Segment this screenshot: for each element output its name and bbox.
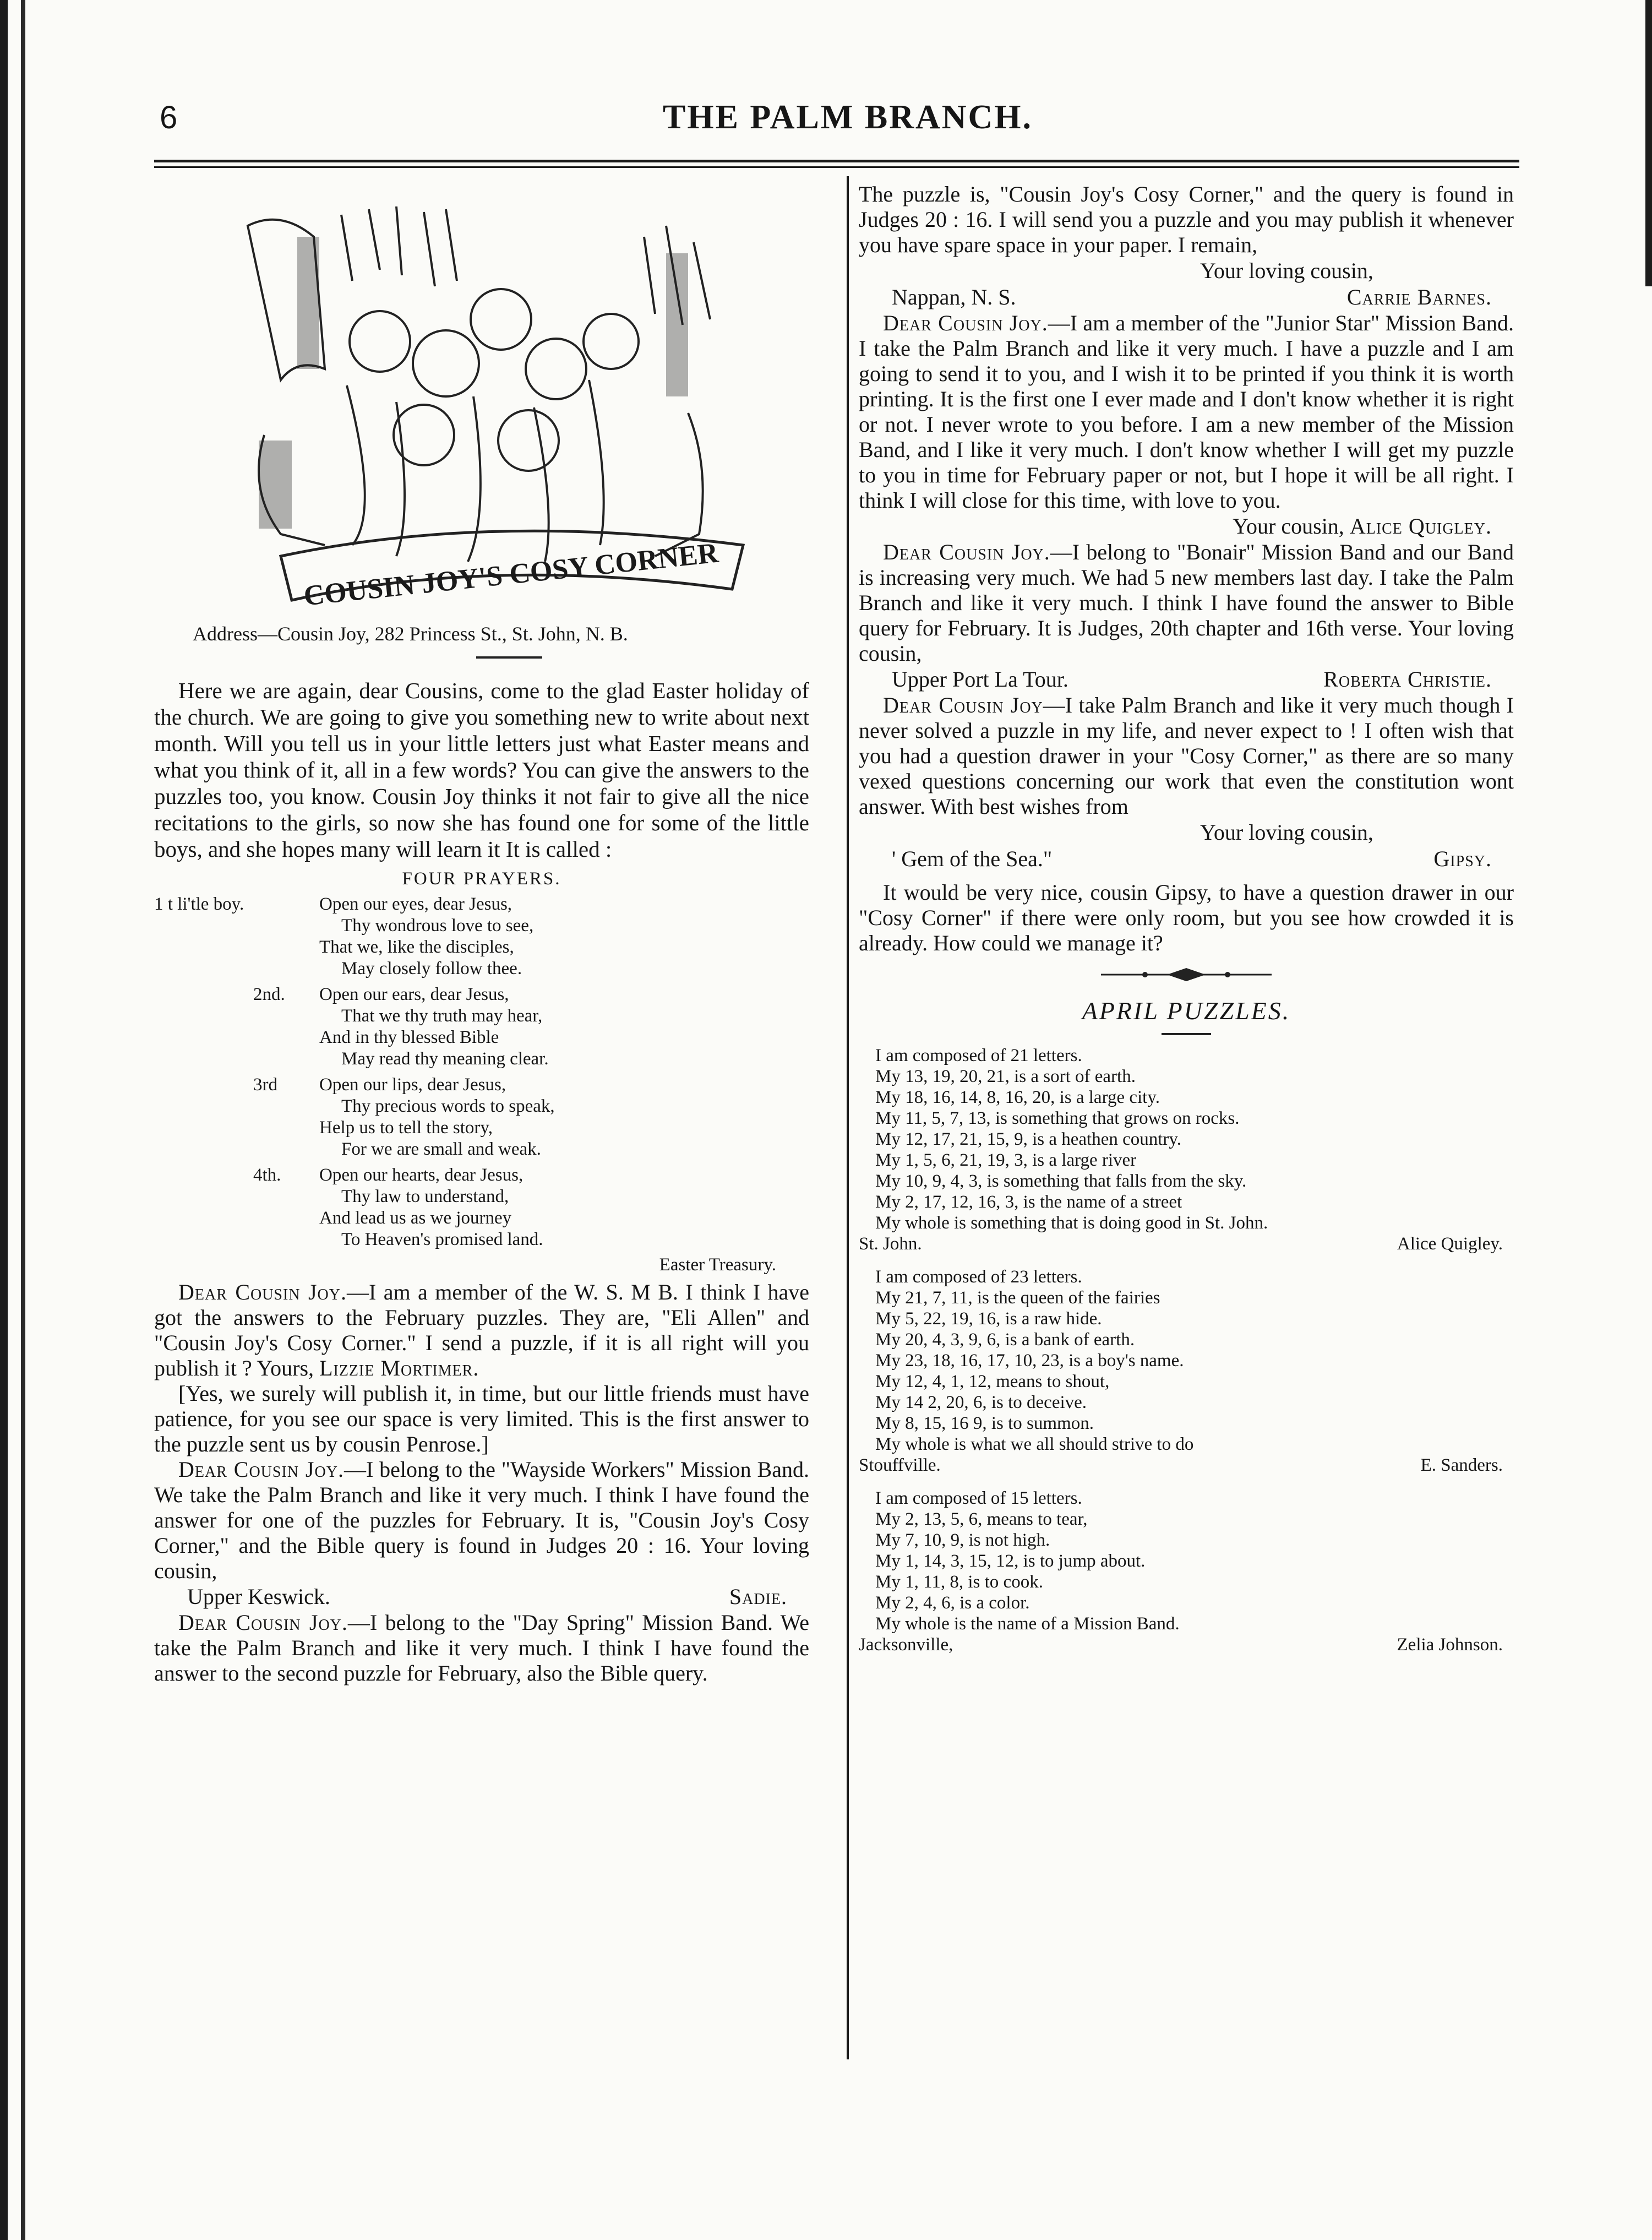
letter-body: —I am a member of the W. S. M B. I think I have got the answers to the February puzzles. They are, "Eli Allen" and "Cousin Joy's Cosy Corner." I send a puzzle, if it is all right will you publish it ? Yours, (154, 1280, 809, 1380)
poem-line: To Heaven's promised land. (341, 1230, 543, 1249)
scan-edge-right (1645, 0, 1652, 286)
letter-place: Upper Port La Tour. (892, 667, 1068, 692)
puzzle-line: I am composed of 23 letters. (875, 1267, 1082, 1287)
editor-reply: It would be very nice, cousin Gipsy, to have a question drawer in our "Cosy Corner" if there were only room, but you see how crowded it is already. How could we manage it? (859, 880, 1514, 955)
poem-line: Help us to tell the story, (319, 1118, 493, 1138)
signature-row (859, 666, 1514, 693)
poem-line: Open our ears, dear Jesus, (319, 985, 509, 1004)
puzzle-place: St. John. (859, 1234, 922, 1254)
puzzle-block (859, 1266, 1514, 1476)
puzzle-line: My 1, 5, 6, 21, 19, 3, is a large river (875, 1150, 1137, 1170)
letter-body: —I am a member of the "Junior Star" Mission Band. I take the Palm Branch and like it very much. I have a puzzle and I am going to send it to you, and I wish it to be printed if you think it is worth printing. It is the first one I ever made and I don't know whether it is right or not. I never wrote to you before. I am a new member of the Mission Band, and I like it very much. I don't know whether I will get my puzzle to you in time for February paper or not, but I hope it will be all right. I think I will close for this time, with love to you. (859, 311, 1514, 513)
scan-edge-left (0, 0, 8, 2240)
section-title: APRIL PUZZLES. (1082, 997, 1291, 1025)
poem-stanza (154, 1074, 809, 1160)
section-ornament (859, 964, 1514, 986)
letter-sadie (154, 1457, 809, 1584)
header-rule (154, 160, 1519, 162)
puzzle-line: My 18, 16, 14, 8, 16, 20, is a large city. (875, 1088, 1160, 1107)
puzzle-line: My whole is the name of a Mission Band. (875, 1614, 1180, 1634)
scan-edge-line (21, 0, 25, 2240)
puzzle-line: I am composed of 15 letters. (875, 1488, 1082, 1508)
puzzle-line: My 12, 4, 1, 12, means to shout, (875, 1372, 1110, 1391)
letter-body: —I take Palm Branch and like it very much though I never solved a puzzle in my life, and never expect to ! I often wish that you had a question drawer in your "Cosy Corner," as there are so many vexed questions concerning our work that even the constitution wont answer. With best wishes from (859, 693, 1514, 819)
stanza-number: 3rd (253, 1075, 277, 1095)
puzzle-line: My 11, 5, 7, 13, is something that grows on rocks. (875, 1108, 1240, 1128)
poem-stanza (154, 984, 809, 1070)
letter-gipsy (859, 693, 1514, 819)
puzzle-line: My 10, 9, 4, 3, is something that falls from the sky. (875, 1171, 1247, 1191)
poem-line: Thy precious words to speak, (341, 1096, 555, 1116)
letter-signature: Sadie. (729, 1584, 787, 1609)
puzzle-line: My 13, 19, 20, 21, is a sort of earth. (875, 1067, 1136, 1086)
poem-source: Easter Treasury. (659, 1255, 776, 1275)
letter-barnes (154, 1610, 809, 1686)
puzzle-block (859, 1045, 1514, 1254)
left-column (154, 182, 809, 1686)
puzzle-line: My 1, 14, 3, 15, 12, is to jump about. (875, 1551, 1146, 1571)
poem-stanza (154, 1165, 809, 1251)
letter-christie (859, 540, 1514, 666)
poem-line: Open our lips, dear Jesus, (319, 1075, 506, 1095)
closing-row (859, 819, 1514, 846)
puzzle-block (859, 1488, 1514, 1655)
intro-paragraph: Here we are again, dear Cousins, come to the glad Easter holiday of the church. We are going to give you something new to write about next month. Will you tell us in your little letters just what Easter means and what you think of it, all in a few words? You can give the answers to the puzzles too, you know. Cousin Joy thinks it not fair to give all the nice recitations to the girls, so now she has found one for some of the little boys, and she hopes many will learn it It is called : (154, 678, 809, 862)
puzzle-line: My 12, 17, 21, 15, 9, is a heathen country. (875, 1129, 1182, 1149)
right-column (859, 182, 1514, 1667)
letter-salutation: Dear Cousin Joy. (178, 1457, 344, 1482)
poem-line: Thy wondrous love to see, (341, 916, 534, 936)
address-caption: Address—Cousin Joy, 282 Princess St., St. John, N. B. (193, 623, 628, 645)
letter-body: —I belong to the "Day Spring" Mission Band. We take the Palm Branch and like it very much. I think I have found the answer to the second puzzle for February, also the Bible query. (154, 1610, 809, 1686)
signature-row (154, 1584, 809, 1610)
puzzle-place: Jacksonville, (859, 1635, 953, 1655)
editor-reply: [Yes, we surely will publish it, in time, but our little friends must have patience, for you see our space is very limited. This is the first answer to the puzzle sent us by cousin Penrose.] (154, 1381, 809, 1456)
puzzle-signature-row (859, 1233, 1514, 1254)
puzzle-line: My 7, 10, 9, is not high. (875, 1530, 1050, 1550)
puzzle-line: My 2, 4, 6, is a color. (875, 1593, 1030, 1613)
letter-closing: Your loving cousin, (1200, 820, 1373, 845)
signature-row (859, 846, 1514, 872)
puzzle-line: My 23, 18, 16, 17, 10, 23, is a boy's name. (875, 1351, 1184, 1371)
header-rule-double (154, 166, 1519, 168)
puzzle-signature: Alice Quigley. (1397, 1234, 1503, 1254)
puzzle-line: My 1, 11, 8, is to cook. (875, 1572, 1043, 1592)
cousins-illustration (215, 204, 765, 633)
section-rule (1162, 1033, 1211, 1035)
signature-row (859, 513, 1514, 540)
letter-salutation: Dear Cousin Joy (883, 693, 1043, 717)
letter-salutation: Dear Cousin Joy. (178, 1280, 347, 1304)
puzzle-line: My whole is something that is doing good in St. John. (875, 1213, 1268, 1233)
letter-body: —I belong to the "Wayside Workers" Mission Band. We take the Palm Branch and like it very much. I think I have found the answer for one of the puzzles for February. It is, "Cousin Joy's Cosy Corner," and the Bible query is found in Judges 20 : 16. Your loving cousin, (154, 1457, 809, 1583)
puzzle-signature: E. Sanders. (1420, 1455, 1503, 1475)
caption-rule (476, 656, 542, 659)
poem-line: May read thy meaning clear. (341, 1049, 549, 1069)
letter-salutation: Dear Cousin Joy. (883, 540, 1050, 564)
poem-title: FOUR PRAYERS. (402, 869, 561, 889)
journal-title: THE PALM BRANCH. (662, 99, 1033, 136)
letter-closing: Your loving cousin, (1200, 258, 1373, 283)
puzzle-line: My 20, 4, 3, 9, 6, is a bank of earth. (875, 1330, 1135, 1350)
letter-body: —I belong to "Bonair" Mission Band and our Band is increasing very much. We had 5 new members last day. I take the Palm Branch and like it very much. I think I have found the answer to Bible query for February. It is Judges, 20th chapter and 16th verse. Your loving cousin, (859, 540, 1514, 666)
puzzle-line: My 14 2, 20, 6, is to deceive. (875, 1393, 1087, 1412)
letter-closing: Your cousin, (1233, 514, 1344, 539)
stanza-number: 1 t li'tle boy. (154, 894, 244, 914)
puzzle-signature: Zelia Johnson. (1397, 1635, 1503, 1655)
letter-signature: Alice Quigley. (1349, 514, 1492, 539)
illustration-banner-text: COUSIN JOY'S COSY CORNER (302, 537, 720, 612)
puzzle-place: Stouffville. (859, 1455, 941, 1475)
poem-line: Open our eyes, dear Jesus, (319, 894, 512, 914)
letter-barnes-continued: The puzzle is, "Cousin Joy's Cosy Corner," and the query is found in Judges 20 : 16. I will send you a puzzle and you may publish it whenever you have spare space in your paper. I remain, (859, 182, 1514, 257)
puzzle-signature-row (859, 1455, 1514, 1476)
letter-place: ' Gem of the Sea." (892, 846, 1053, 871)
letter-signature: Carrie Barnes. (1346, 285, 1492, 309)
poem-line: And lead us as we journey (319, 1208, 512, 1228)
letter-signature: Roberta Christie. (1323, 667, 1492, 692)
letter-quigley (859, 311, 1514, 513)
stanza-number: 4th. (253, 1165, 281, 1185)
letter-mortimer (154, 1280, 809, 1381)
poem-stanza (154, 894, 809, 980)
letter-salutation: Dear Cousin Joy. (883, 311, 1048, 335)
signature-row (859, 284, 1514, 311)
letter-place: Upper Keswick. (187, 1584, 330, 1609)
puzzle-line: My 2, 17, 12, 16, 3, is the name of a street (875, 1192, 1182, 1212)
puzzle-line: My 5, 22, 19, 16, is a raw hide. (875, 1309, 1102, 1329)
puzzle-line: My whole is what we all should strive to do (875, 1434, 1194, 1454)
letter-salutation: Dear Cousin Joy. (178, 1610, 348, 1635)
page-header (160, 94, 1536, 154)
masthead-block (154, 182, 809, 677)
letter-closing-signature (1233, 513, 1492, 539)
puzzle-line: My 21, 7, 11, is the queen of the fairies (875, 1288, 1160, 1308)
poem-line: Thy law to understand, (341, 1187, 509, 1206)
letter-signature: Gipsy. (1433, 846, 1492, 871)
stanza-number: 2nd. (253, 985, 285, 1004)
puzzle-line: My 2, 13, 5, 6, means to tear, (875, 1509, 1088, 1529)
page-number: 6 (160, 100, 178, 135)
puzzle-signature-row (859, 1634, 1514, 1655)
closing-row (859, 258, 1514, 284)
puzzle-line: My 8, 15, 16 9, is to summon. (875, 1413, 1094, 1433)
poem-line: That we, like the disciples, (319, 937, 514, 957)
poem-line: May closely follow thee. (341, 959, 522, 978)
poem-line: For we are small and weak. (341, 1139, 541, 1159)
column-rule (847, 176, 849, 2059)
poem-line: That we thy truth may hear, (341, 1006, 543, 1026)
poem-line: And in thy blessed Bible (319, 1027, 499, 1047)
poem-line: Open our hearts, dear Jesus, (319, 1165, 524, 1185)
puzzle-line: I am composed of 21 letters. (875, 1046, 1082, 1065)
letter-signature: Lizzie Mortimer. (319, 1356, 479, 1380)
letter-place: Nappan, N. S. (892, 285, 1016, 309)
